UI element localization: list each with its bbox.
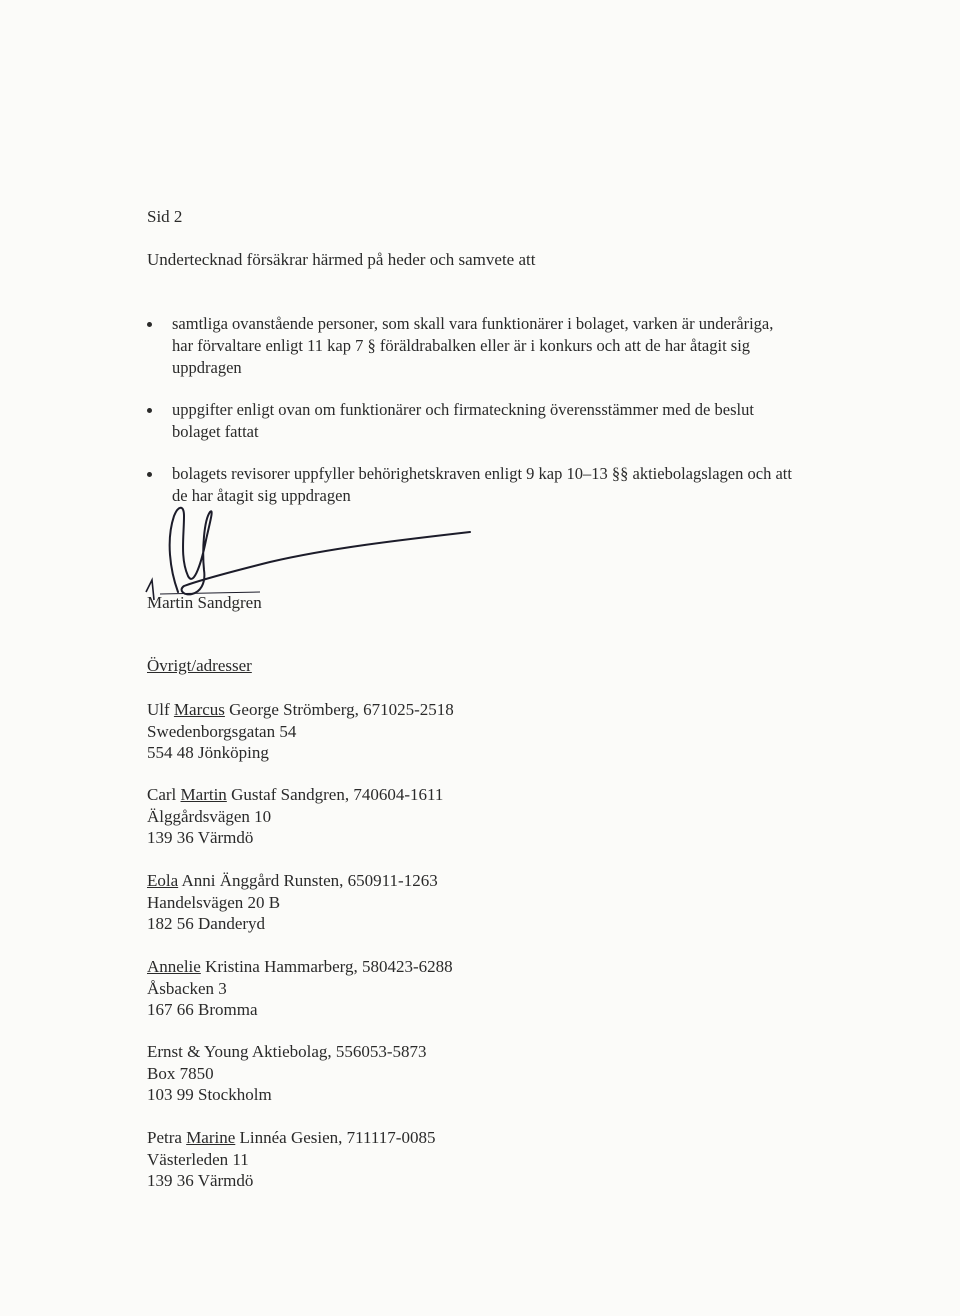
declaration-line: uppdragen [172, 358, 242, 377]
person-entry [147, 784, 443, 849]
person-name-line [147, 870, 438, 892]
street-address: Älggårdsvägen 10 [147, 806, 272, 826]
street-address: Åsbacken 3 [147, 978, 227, 998]
declaration-line: uppgifter enligt ovan om funktionärer och firmateckning överensstämmer med de beslut [172, 400, 754, 419]
name-part: Kristina Hammarberg, 580423-6288 [200, 957, 453, 976]
postal-address: 103 99 Stockholm [147, 1085, 272, 1104]
name-part: George Strömberg, 671025-2518 [224, 700, 454, 719]
calling-name: Annelie [147, 957, 201, 976]
name-part: Carl [147, 785, 181, 804]
company-name-line [147, 1041, 427, 1063]
bullet-dot [147, 322, 152, 327]
declaration-line: har förvaltare enligt 11 kap 7 § föräldrabalken eller är i konkurs och att de har åtagit sig [172, 336, 751, 355]
declaration-list [147, 313, 887, 527]
calling-name: Martin [180, 785, 227, 804]
calling-name: Marine [186, 1128, 236, 1147]
person-name-line [147, 1127, 435, 1149]
street-address: Handelsvägen 20 B [147, 892, 281, 912]
street-address: Box 7850 [147, 1063, 214, 1083]
person-name-line [147, 784, 443, 806]
declaration-item [147, 399, 887, 443]
postal-address: 139 36 Värmdö [147, 1171, 254, 1190]
declaration-item [147, 313, 887, 379]
person-entry [147, 956, 453, 1021]
bullet-dot [147, 408, 152, 413]
person-entry [147, 870, 438, 935]
name-part: Ulf [147, 700, 174, 719]
postal-address: 182 56 Danderyd [147, 914, 266, 933]
postal-address: 167 66 Bromma [147, 1000, 258, 1019]
declaration-line: de har åtagit sig uppdragen [172, 486, 351, 505]
name-part: Gustaf Sandgren, 740604-1611 [226, 785, 444, 804]
name-part: Linnéa Gesien, 711117-0085 [235, 1128, 436, 1147]
company-entry [147, 1041, 427, 1106]
calling-name: Marcus [173, 700, 225, 719]
person-entry [147, 699, 454, 764]
declaration-line: samtliga ovanstående personer, som skall vara funktionärer i bolaget, varken är underåriga, [172, 314, 774, 333]
name-part: Petra [147, 1128, 187, 1147]
name-part: Anni Änggård Runsten, 650911-1263 [178, 871, 438, 890]
company-name: Ernst & Young Aktiebolag, 556053-5873 [147, 1042, 427, 1061]
person-name-line [147, 956, 453, 978]
street-address: Västerleden 11 [147, 1149, 249, 1169]
declaration-line: bolagets revisorer uppfyller behörighetskraven enligt 9 kap 10–13 §§ aktiebolagslagen och att [172, 464, 792, 483]
person-name-line [147, 699, 454, 721]
declaration-line: bolaget fattat [172, 422, 259, 441]
signer-name: Martin Sandgren [147, 593, 262, 612]
addresses-heading: Övrigt/adresser [147, 656, 252, 675]
calling-name: Eola [147, 871, 179, 890]
page-number: Sid 2 [147, 207, 183, 226]
bullet-dot [147, 472, 152, 477]
person-entry [147, 1127, 435, 1192]
intro-text: Undertecknad försäkrar härmed på heder och samvete att [147, 250, 536, 269]
postal-address: 554 48 Jönköping [147, 743, 269, 762]
postal-address: 139 36 Värmdö [147, 828, 254, 847]
street-address: Swedenborgsgatan 54 [147, 721, 297, 741]
